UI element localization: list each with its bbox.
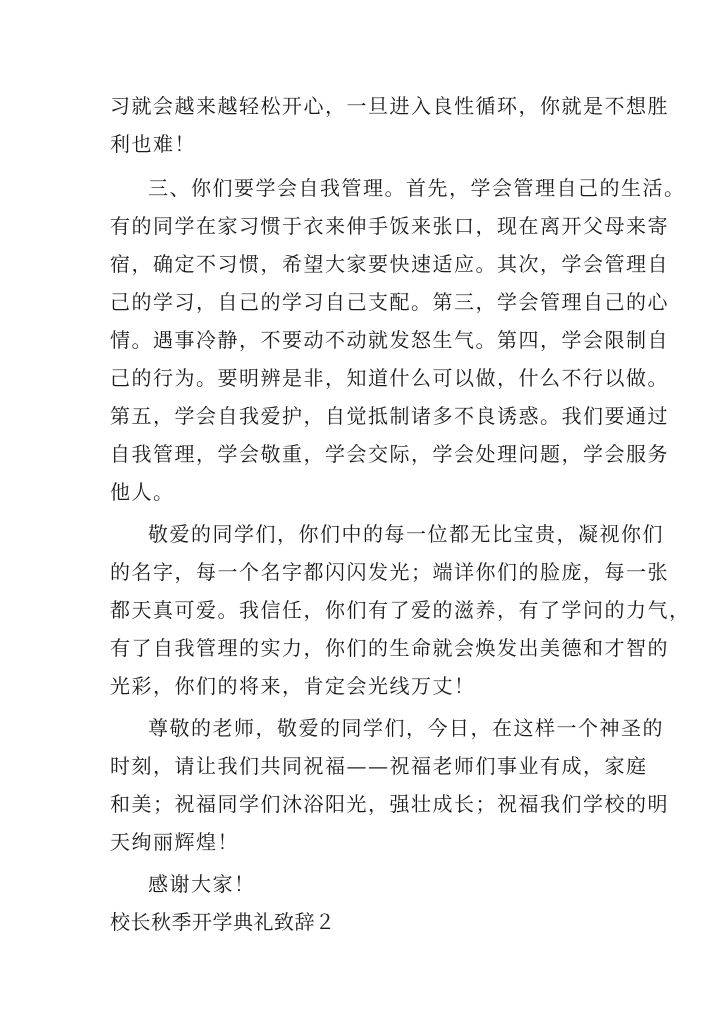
body-text-line: 情。遇事冷静，不要动不动就发怒生气。第四，学会限制自 [110,328,669,352]
section-title: 校长秋季开学典礼致辞２ [110,910,336,934]
body-text-line: 利也难！ [110,132,196,156]
body-text-line: 时刻，请让我们共同祝福——祝福老师们事业有成，家庭 [110,754,648,778]
body-text-line: 习就会越来越轻松开心，一旦进入良性循环，你就是不想胜 [110,94,669,118]
body-text-line: 和美；祝福同学们沐浴阳光，强壮成长；祝福我们学校的明 [110,792,669,816]
body-text-line: 宿，确定不习惯，希望大家要快速适应。其次，学会管理自 [110,252,669,276]
body-text-line: 有的同学在家习惯于衣来伸手饭来张口，现在离开父母来寄 [110,214,669,238]
body-text-line: 光彩，你们的将来，肯定会光线万丈！ [110,674,476,698]
body-text-line: 都天真可爱。我信任，你们有了爱的滋养，有了学问的力气， [110,598,691,622]
paragraph-start-line: 尊敬的老师，敬爱的同学们，今日，在这样一个神圣的 [148,716,664,740]
body-text-line: 第五，学会自我爱护，自觉抵制诸多不良诱惑。我们要通过 [110,404,669,428]
body-text-line: 他人。 [110,480,175,504]
body-text-line: 自我管理，学会敬重，学会交际，学会处理问题，学会服务 [110,442,669,466]
body-text-line: 己的行为。要明辨是非，知道什么可以做，什么不行以做。 [110,366,669,390]
body-text-line: 的名字，每一个名字都闪闪发光；端详你们的脸庞，每一张 [110,560,669,584]
closing-line: 感谢大家！ [148,872,256,896]
body-text-line: 己的学习，自己的学习自己支配。第三，学会管理自己的心 [110,290,669,314]
paragraph-start-line: 三、你们要学会自我管理。首先，学会管理自己的生活。 [148,176,686,200]
paragraph-start-line: 敬爱的同学们，你们中的每一位都无比宝贵，凝视你们 [148,522,664,546]
body-text-line: 天绚丽辉煌！ [110,830,239,854]
body-text-line: 有了自我管理的实力，你们的生命就会焕发出美德和才智的 [110,636,669,660]
